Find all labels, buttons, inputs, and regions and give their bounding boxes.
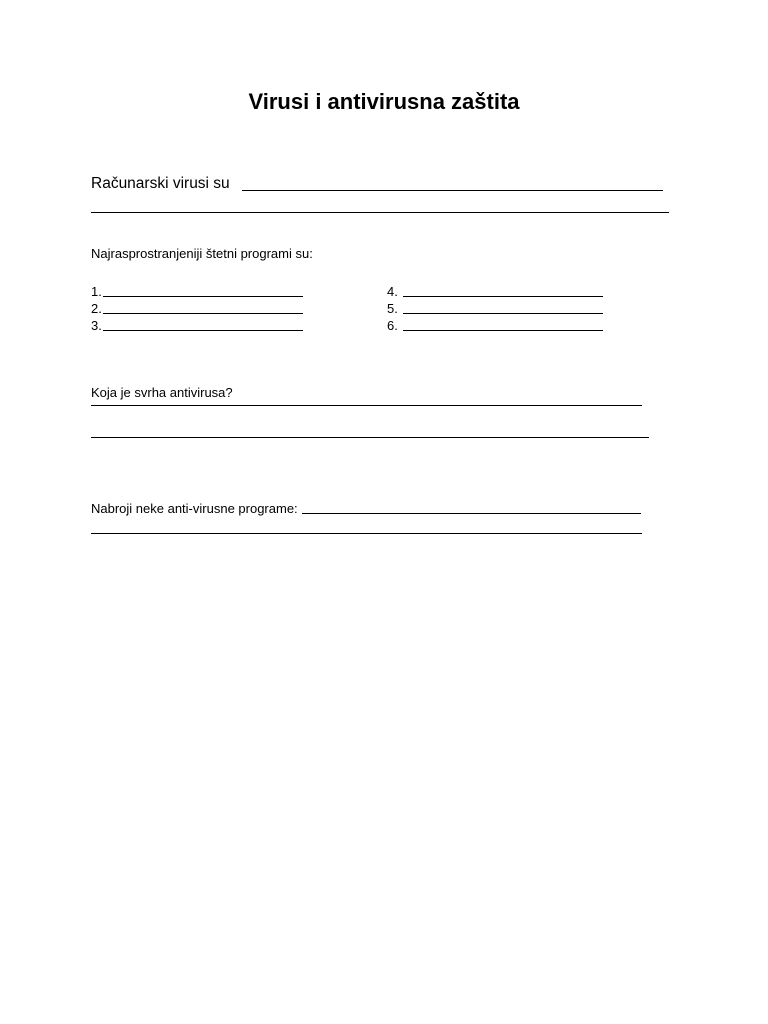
answer-line-programs-2[interactable]: [91, 533, 642, 534]
answer-line-malware-5[interactable]: [403, 313, 603, 314]
page-title: Virusi i antivirusna zaštita: [248, 89, 520, 114]
malware-item-number: 4.: [387, 284, 398, 299]
question-antivirus-programs: [91, 500, 641, 517]
malware-item-number: 3.: [91, 318, 102, 333]
answer-row-viruses-2: [91, 212, 669, 216]
answer-line-antivirus-2[interactable]: [91, 437, 649, 438]
answer-row-antivirus-2: [91, 437, 649, 441]
answer-line-programs-1[interactable]: [302, 513, 641, 514]
malware-item-1: [91, 283, 303, 300]
malware-item-number: 1.: [91, 284, 102, 299]
answer-line-malware-4[interactable]: [403, 296, 603, 297]
malware-item-5: [387, 300, 603, 317]
answer-line-malware-6[interactable]: [403, 330, 603, 331]
answer-line-viruses-1[interactable]: [242, 190, 663, 191]
answer-row-antivirus-1: [91, 405, 642, 409]
malware-item-number: 5.: [387, 301, 398, 316]
malware-item-2: [91, 300, 303, 317]
question-viruses-definition: [91, 174, 663, 194]
question-malware-types: [91, 245, 313, 262]
malware-item-3: [91, 317, 303, 334]
answer-row-programs-2: [91, 533, 642, 537]
answer-line-antivirus-1[interactable]: [91, 405, 642, 406]
malware-item-4: [387, 283, 603, 300]
answer-line-viruses-2[interactable]: [91, 212, 669, 213]
question-viruses-label: Računarski virusi su: [91, 175, 230, 192]
malware-item-6: [387, 317, 603, 334]
answer-line-malware-2[interactable]: [103, 313, 303, 314]
answer-line-malware-1[interactable]: [103, 296, 303, 297]
question-programs-label: Nabroji neke anti-virusne programe:: [91, 501, 298, 516]
question-antivirus-purpose: [91, 384, 233, 401]
malware-item-number: 6.: [387, 318, 398, 333]
answer-line-malware-3[interactable]: [103, 330, 303, 331]
malware-item-number: 2.: [91, 301, 102, 316]
question-malware-label: Najrasprostranjeniji štetni programi su:: [91, 246, 313, 261]
question-antivirus-label: Koja je svrha antivirusa?: [91, 385, 233, 400]
